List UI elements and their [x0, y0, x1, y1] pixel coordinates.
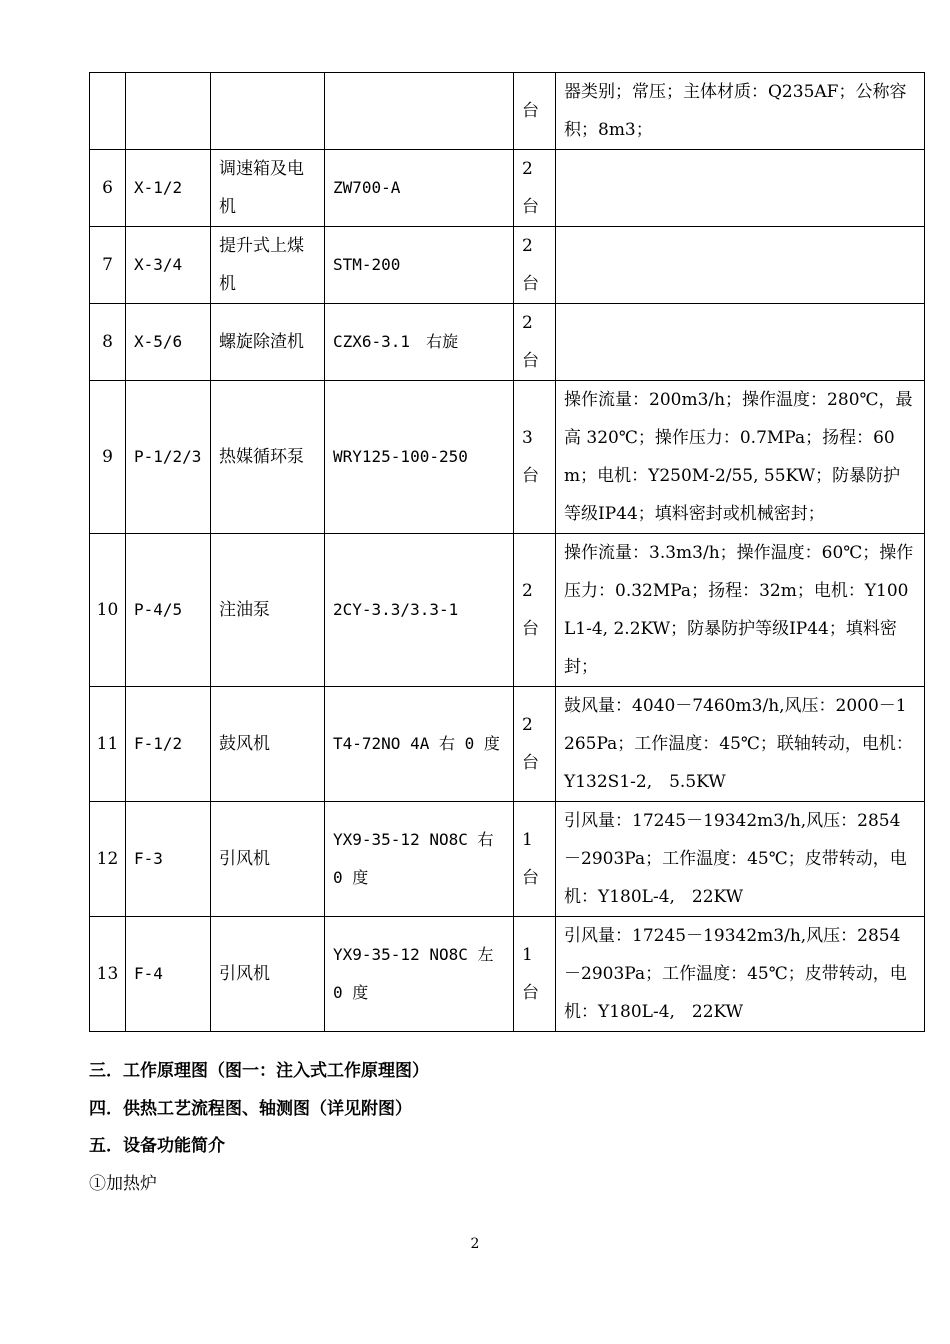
- cell-code: [126, 73, 211, 150]
- cell-spec: 鼓风量：4040－7460m3/h,风压：2000－1265Pa；工作温度：45℃；联轴转动，电机：Y132S1-2, 5.5KW: [556, 687, 925, 802]
- table-row: [90, 73, 925, 150]
- cell-code: F-3: [126, 802, 211, 917]
- cell-name: 调速箱及电机: [211, 150, 325, 227]
- table-row: [90, 150, 925, 227]
- cell-qty: 2台: [514, 150, 556, 227]
- equipment-table: [89, 72, 925, 1032]
- cell-code: F-4: [126, 917, 211, 1032]
- section-heading-3: 三．工作原理图（图一：注入式工作原理图）: [89, 1061, 429, 1081]
- table-row: [90, 381, 925, 534]
- cell-name: 螺旋除渣机: [211, 304, 325, 381]
- cell-no: [90, 73, 126, 150]
- cell-spec: 操作流量：3.3m3/h；操作温度：60℃；操作压力：0.32MPa；扬程：32m；电机：Y100L1-4, 2.2KW；防暴防护等级IP44；填料密封；: [556, 534, 925, 687]
- table-row: [90, 687, 925, 802]
- cell-spec: 引风量：17245－19342m3/h,风压：2854－2903Pa；工作温度：45℃；皮带转动，电机：Y180L-4, 22KW: [556, 802, 925, 917]
- cell-qty: 2台: [514, 304, 556, 381]
- table-row: [90, 304, 925, 381]
- cell-name: 注油泵: [211, 534, 325, 687]
- cell-model: ZW700-A: [325, 150, 514, 227]
- cell-no: 10: [90, 534, 126, 687]
- table-row: [90, 802, 925, 917]
- cell-qty: 2台: [514, 227, 556, 304]
- cell-no: 9: [90, 381, 126, 534]
- cell-qty: 1台: [514, 917, 556, 1032]
- page-number: 2: [470, 1236, 480, 1252]
- cell-model: YX9-35-12 NO8C 左 0 度: [325, 917, 514, 1032]
- cell-model: CZX6-3.1 右旋: [325, 304, 514, 381]
- cell-no: 13: [90, 917, 126, 1032]
- table-row: [90, 227, 925, 304]
- cell-code: F-1/2: [126, 687, 211, 802]
- cell-qty: 1台: [514, 802, 556, 917]
- cell-spec: 操作流量：200m3/h；操作温度：280℃，最高 320℃；操作压力：0.7MPa；扬程：60m；电机：Y250M-2/55, 55KW；防暴防护等级IP44；填料密封或机械密封；: [556, 381, 925, 534]
- cell-code: P-1/2/3: [126, 381, 211, 534]
- cell-qty: 2台: [514, 534, 556, 687]
- cell-model: 2CY-3.3/3.3-1: [325, 534, 514, 687]
- section-heading-4: 四．供热工艺流程图、轴测图（详见附图）: [89, 1099, 412, 1119]
- cell-spec: [556, 150, 925, 227]
- cell-name: [211, 73, 325, 150]
- cell-qty: 台: [514, 73, 556, 150]
- cell-no: 7: [90, 227, 126, 304]
- cell-spec: [556, 304, 925, 381]
- cell-name: 引风机: [211, 917, 325, 1032]
- cell-model: STM-200: [325, 227, 514, 304]
- list-item-heating-furnace: ①加热炉: [89, 1174, 157, 1194]
- cell-model: [325, 73, 514, 150]
- cell-spec: [556, 227, 925, 304]
- cell-name: 热媒循环泵: [211, 381, 325, 534]
- cell-spec: 引风量：17245－19342m3/h,风压：2854－2903Pa；工作温度：45℃；皮带转动，电机：Y180L-4, 22KW: [556, 917, 925, 1032]
- cell-model: YX9-35-12 NO8C 右 0 度: [325, 802, 514, 917]
- section-heading-5: 五．设备功能简介: [89, 1136, 225, 1156]
- cell-code: X-5/6: [126, 304, 211, 381]
- cell-qty: 2台: [514, 687, 556, 802]
- cell-qty: 3台: [514, 381, 556, 534]
- cell-name: 提升式上煤机: [211, 227, 325, 304]
- cell-no: 8: [90, 304, 126, 381]
- cell-name: 鼓风机: [211, 687, 325, 802]
- cell-model: T4-72NO 4A 右 0 度: [325, 687, 514, 802]
- cell-code: X-3/4: [126, 227, 211, 304]
- cell-code: P-4/5: [126, 534, 211, 687]
- cell-model: WRY125-100-250: [325, 381, 514, 534]
- cell-code: X-1/2: [126, 150, 211, 227]
- table-row: [90, 534, 925, 687]
- cell-name: 引风机: [211, 802, 325, 917]
- cell-no: 6: [90, 150, 126, 227]
- cell-no: 11: [90, 687, 126, 802]
- cell-spec: 器类别；常压；主体材质：Q235AF；公称容积；8m3；: [556, 73, 925, 150]
- cell-no: 12: [90, 802, 126, 917]
- table-row: [90, 917, 925, 1032]
